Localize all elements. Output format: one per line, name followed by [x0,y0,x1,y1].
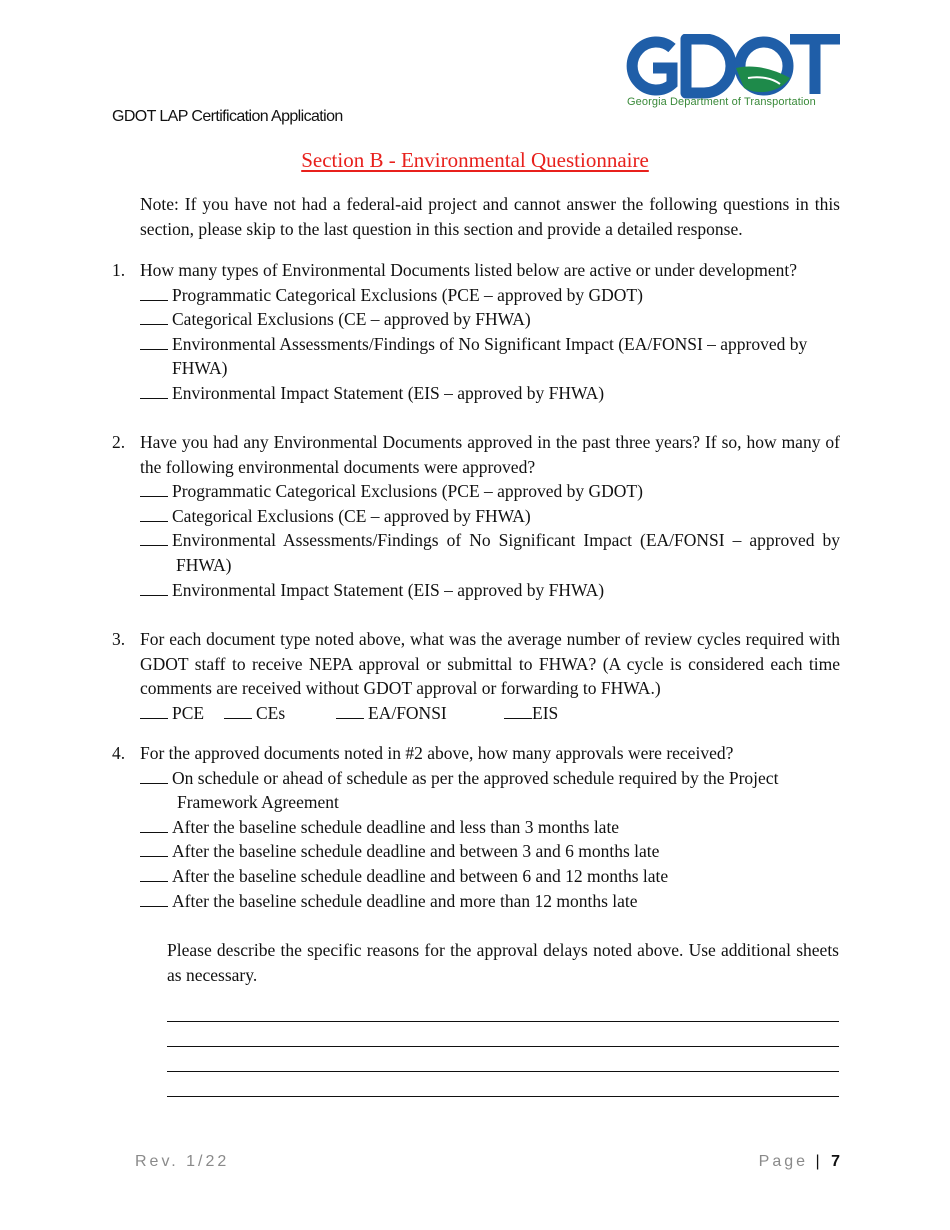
option-label: EIS [532,702,559,723]
answer-blank[interactable] [224,702,252,719]
answer-blank[interactable] [504,702,532,719]
question-text: Have you had any Environmental Documents approved in the past three years? If so, how many of the following environmental documents were approved? [140,432,840,477]
answer-blank[interactable] [140,767,168,784]
question-text: How many types of Environmental Documents listed below are active or under development? [140,260,798,280]
option-label: Categorical Exclusions (CE – approved by FHWA) [172,309,531,330]
option-label: Environmental Assessments/Findings of No Significant Impact (EA/FONSI – approved by FHWA) [172,333,808,379]
inline-options-row [140,701,840,726]
question-3 [112,627,840,725]
answer-blank[interactable] [140,579,168,596]
document-header-title: GDOT LAP Certification Application [112,108,343,125]
answer-blank[interactable] [140,529,168,546]
option-label: After the baseline schedule deadline and between 6 and 12 months late [172,865,669,886]
footer-revision: Rev. 1/22 [135,1153,230,1170]
answer-blank[interactable] [140,890,168,907]
question-number: 1. [112,260,126,280]
response-line[interactable] [167,1021,839,1022]
option-row [140,504,840,529]
question-number: 3. [112,629,126,649]
response-line[interactable] [167,1096,839,1097]
option-label: After the baseline schedule deadline and between 3 and 6 months late [172,841,660,862]
question-text: For each document type noted above, what was the average number of review cycles required with GDOT staff to receive NEPA approval or submittal to FHWA? (A cycle is considered each time comments are received without GDOT approval or forwarding to FHWA.) [140,629,840,699]
option-row [140,889,840,914]
option-label: Categorical Exclusions (CE – approved by FHWA) [172,505,531,526]
option-row [140,479,840,504]
option-label: Programmatic Categorical Exclusions (PCE – approved by GDOT) [172,481,643,502]
question-2 [112,430,840,602]
option-row [140,283,840,308]
page-separator: | [815,1153,820,1170]
answer-blank[interactable] [140,382,168,399]
response-line[interactable] [167,1071,839,1072]
answer-blank[interactable] [336,702,364,719]
option-label: PCE [172,702,205,723]
option-label: After the baseline schedule deadline and less than 3 months late [172,816,620,837]
page-number: 7 [831,1153,840,1170]
option-label: Environmental Assessments/Findings of No Significant Impact (EA/FONSI – approved by FHWA) [172,530,840,575]
answer-blank[interactable] [140,308,168,325]
response-line[interactable] [167,1046,839,1047]
option-row [140,307,840,332]
option-label: Environmental Impact Statement (EIS – approved by FHWA) [172,579,605,600]
option-label: Environmental Impact Statement (EIS – approved by FHWA) [172,382,605,403]
option-label: After the baseline schedule deadline and more than 12 months late [172,890,638,911]
option-row [140,381,840,406]
footer-page [759,1153,840,1171]
note-paragraph: Note: If you have not had a federal-aid project and cannot answer the following questions in this section, please skip to the last question in this section and provide a detailed response. [140,194,840,239]
option-label: EA/FONSI [368,702,447,723]
question-1 [112,258,840,406]
question-number: 4. [112,743,126,763]
question-4 [112,741,840,913]
answer-blank[interactable] [140,505,168,522]
option-row [140,839,840,864]
option-row [140,528,840,577]
option-row [140,578,840,603]
question-number: 2. [112,432,126,452]
answer-blank[interactable] [140,865,168,882]
answer-blank[interactable] [140,333,168,350]
answer-blank[interactable] [140,284,168,301]
answer-blank[interactable] [140,816,168,833]
option-label: Programmatic Categorical Exclusions (PCE – approved by GDOT) [172,284,643,305]
option-row [140,766,849,815]
logo-subtitle: Georgia Department of Transportation [627,96,816,108]
answer-blank[interactable] [140,840,168,857]
option-label: On schedule or ahead of schedule as per the approved schedule required by the Project Framework Agreement [172,767,779,813]
section-title: Section B - Environmental Questionnaire [301,148,649,172]
option-label: CEs [256,702,286,723]
question-text: For the approved documents noted in #2 above, how many approvals were received? [140,743,734,763]
page-label: Page [758,1153,809,1170]
answer-blank[interactable] [140,480,168,497]
option-row [140,864,840,889]
answer-blank[interactable] [140,702,168,719]
option-row [140,332,840,381]
option-row [140,815,840,840]
describe-prompt: Please describe the specific reasons for the approval delays noted above. Use additional sheets as necessary. [167,940,839,985]
